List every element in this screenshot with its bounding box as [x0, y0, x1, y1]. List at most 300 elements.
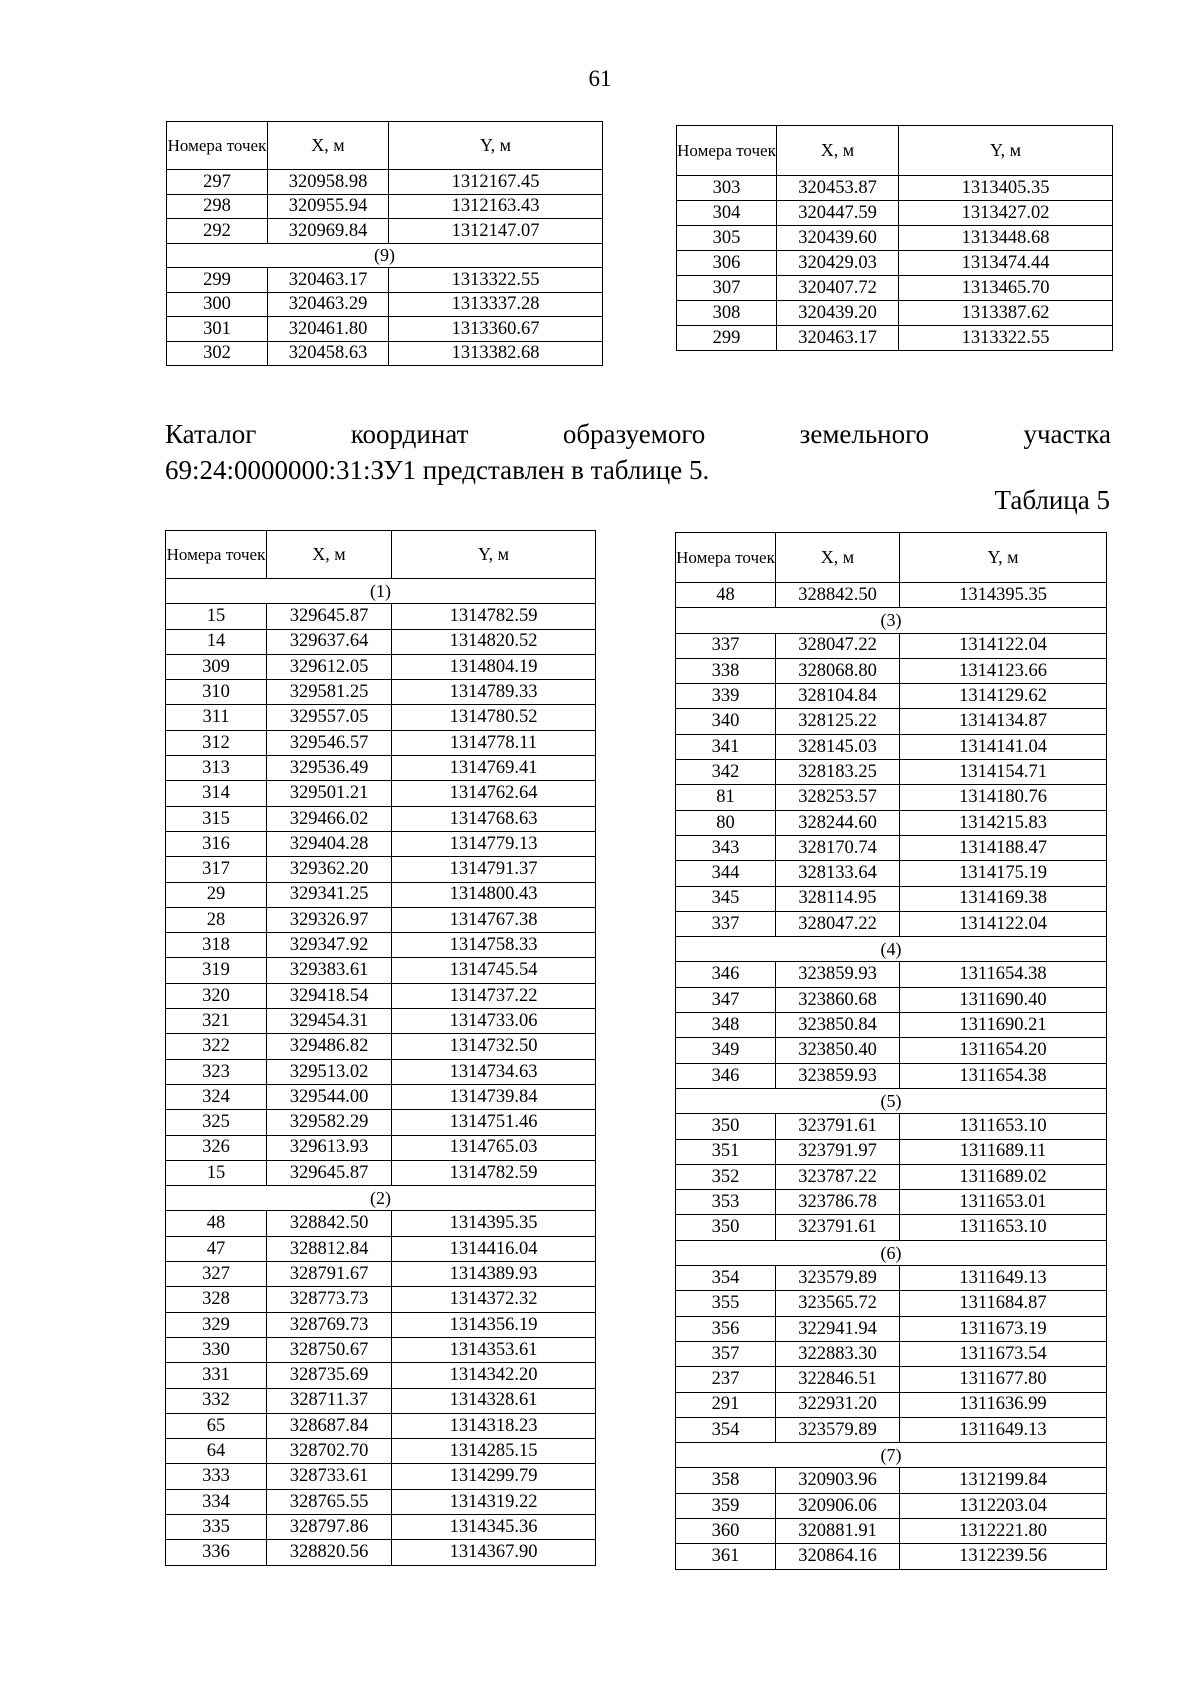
point-number-cell: 324 [166, 1084, 267, 1109]
x-coordinate-cell: 328842.50 [776, 583, 900, 608]
table5-left [165, 530, 596, 1566]
table-row [166, 1540, 596, 1565]
x-coordinate-cell: 323786.78 [776, 1190, 900, 1215]
point-number-cell: 353 [676, 1190, 776, 1215]
x-coordinate-cell: 323859.93 [776, 962, 900, 987]
table-row [676, 1417, 1107, 1442]
x-coordinate-cell: 328687.84 [267, 1413, 392, 1438]
y-coordinate-cell: 1311690.40 [900, 987, 1107, 1012]
point-number-cell: 312 [166, 730, 267, 755]
table-row [676, 709, 1107, 734]
point-number-cell: 361 [676, 1544, 776, 1569]
point-number-cell: 355 [676, 1291, 776, 1316]
y-coordinate-cell: 1314299.79 [392, 1464, 596, 1489]
point-number-cell: 339 [676, 684, 776, 709]
y-coordinate-cell: 1313405.35 [899, 176, 1113, 201]
point-number-cell: 337 [676, 633, 776, 658]
y-coordinate-cell: 1313322.55 [389, 268, 603, 293]
contour-group-row [676, 1443, 1107, 1468]
y-coordinate-cell: 1314745.54 [392, 958, 596, 983]
point-number-cell: 48 [166, 1211, 267, 1236]
point-number-cell: 338 [676, 658, 776, 683]
point-number-cell: 308 [677, 301, 777, 326]
column-header-point-numbers: Номера точек [166, 531, 267, 579]
column-header-point-numbers: Номера точек [677, 126, 777, 176]
table-row [676, 835, 1107, 860]
y-coordinate-cell: 1312203.04 [900, 1493, 1107, 1518]
x-coordinate-cell: 320407.72 [777, 276, 899, 301]
point-number-cell: 15 [166, 1160, 267, 1185]
point-number-cell: 47 [166, 1236, 267, 1261]
table-row [166, 680, 596, 705]
point-number-cell: 299 [167, 268, 268, 293]
point-number-cell: 334 [166, 1489, 267, 1514]
point-number-cell: 319 [166, 958, 267, 983]
x-coordinate-cell: 323579.89 [776, 1417, 900, 1442]
y-coordinate-cell: 1314395.35 [900, 583, 1107, 608]
point-number-cell: 299 [677, 326, 777, 351]
table-row [167, 341, 603, 366]
contour-label: (3) [676, 608, 1107, 633]
x-coordinate-cell: 329637.64 [267, 629, 392, 654]
column-header-x: X, м [776, 533, 900, 583]
point-number-cell: 349 [676, 1038, 776, 1063]
table-row [676, 658, 1107, 683]
paragraph-word: Каталог [165, 419, 257, 449]
point-number-cell: 65 [166, 1413, 267, 1438]
point-number-cell: 237 [676, 1367, 776, 1392]
point-number-cell: 291 [676, 1392, 776, 1417]
x-coordinate-cell: 323850.84 [776, 1013, 900, 1038]
point-number-cell: 326 [166, 1135, 267, 1160]
table-row [166, 1514, 596, 1539]
x-coordinate-cell: 329513.02 [267, 1059, 392, 1084]
coordinates-table-top-left [166, 121, 603, 366]
x-coordinate-cell: 328253.57 [776, 785, 900, 810]
x-coordinate-cell: 320429.03 [777, 251, 899, 276]
x-coordinate-cell: 328047.22 [776, 633, 900, 658]
x-coordinate-cell: 328711.37 [267, 1388, 392, 1413]
table-row [166, 1312, 596, 1337]
y-coordinate-cell: 1311677.80 [900, 1367, 1107, 1392]
table-row [676, 810, 1107, 835]
x-coordinate-cell: 322941.94 [776, 1316, 900, 1341]
y-coordinate-cell: 1314395.35 [392, 1211, 596, 1236]
x-coordinate-cell: 328047.22 [776, 911, 900, 936]
y-coordinate-cell: 1314804.19 [392, 654, 596, 679]
y-coordinate-cell: 1314389.93 [392, 1262, 596, 1287]
y-coordinate-cell: 1314356.19 [392, 1312, 596, 1337]
y-coordinate-cell: 1314762.64 [392, 781, 596, 806]
point-number-cell: 15 [166, 604, 267, 629]
x-coordinate-cell: 329404.28 [267, 831, 392, 856]
x-coordinate-cell: 320463.17 [268, 268, 389, 293]
contour-group-row [166, 579, 596, 604]
y-coordinate-cell: 1314319.22 [392, 1489, 596, 1514]
table-row [166, 1413, 596, 1438]
point-number-cell: 301 [167, 317, 268, 342]
x-coordinate-cell: 323565.72 [776, 1291, 900, 1316]
table-row [167, 170, 603, 195]
y-coordinate-cell: 1314734.63 [392, 1059, 596, 1084]
table-row [166, 781, 596, 806]
contour-group-row [167, 243, 603, 268]
contour-label: (2) [166, 1186, 596, 1211]
x-coordinate-cell: 320463.29 [268, 292, 389, 317]
point-number-cell: 303 [677, 176, 777, 201]
point-number-cell: 292 [167, 219, 268, 244]
point-number-cell: 354 [676, 1417, 776, 1442]
table-row [166, 1337, 596, 1362]
paragraph-word: земельного [799, 419, 930, 449]
y-coordinate-cell: 1313337.28 [389, 292, 603, 317]
y-coordinate-cell: 1314372.32 [392, 1287, 596, 1312]
x-coordinate-cell: 323791.61 [776, 1114, 900, 1139]
y-coordinate-cell: 1311654.38 [900, 1063, 1107, 1088]
y-coordinate-cell: 1314188.47 [900, 835, 1107, 860]
x-coordinate-cell: 329613.93 [267, 1135, 392, 1160]
page-number: 61 [588, 66, 612, 91]
point-number-cell: 307 [677, 276, 777, 301]
table-row [676, 1544, 1107, 1569]
point-number-cell: 323 [166, 1059, 267, 1084]
x-coordinate-cell: 323791.97 [776, 1139, 900, 1164]
table-row [676, 1139, 1107, 1164]
table-header-row [676, 533, 1107, 583]
column-header-x: X, м [267, 531, 392, 579]
x-coordinate-cell: 322846.51 [776, 1367, 900, 1392]
y-coordinate-cell: 1314800.43 [392, 882, 596, 907]
table-row [166, 933, 596, 958]
y-coordinate-cell: 1314758.33 [392, 933, 596, 958]
x-coordinate-cell: 320458.63 [268, 341, 389, 366]
x-coordinate-cell: 328183.25 [776, 760, 900, 785]
column-header-x: X, м [268, 122, 389, 170]
point-number-cell: 337 [676, 911, 776, 936]
x-coordinate-cell: 320461.80 [268, 317, 389, 342]
contour-group-row [676, 608, 1107, 633]
x-coordinate-cell: 320903.96 [776, 1468, 900, 1493]
table-header-row [677, 126, 1113, 176]
x-coordinate-cell: 322931.20 [776, 1392, 900, 1417]
y-coordinate-cell: 1314732.50 [392, 1034, 596, 1059]
table-row [166, 831, 596, 856]
table-row [676, 911, 1107, 936]
table-row [676, 1038, 1107, 1063]
table-row [166, 1439, 596, 1464]
y-coordinate-cell: 1311653.10 [900, 1114, 1107, 1139]
x-coordinate-cell: 320969.84 [268, 219, 389, 244]
x-coordinate-cell: 320881.91 [776, 1518, 900, 1543]
point-number-cell: 330 [166, 1337, 267, 1362]
table-row [166, 1059, 596, 1084]
table-row [676, 987, 1107, 1012]
y-coordinate-cell: 1313387.62 [899, 301, 1113, 326]
x-coordinate-cell: 329645.87 [267, 1160, 392, 1185]
y-coordinate-cell: 1311649.13 [900, 1266, 1107, 1291]
y-coordinate-cell: 1314791.37 [392, 857, 596, 882]
table-row [676, 962, 1107, 987]
table-row [166, 1236, 596, 1261]
y-coordinate-cell: 1314175.19 [900, 861, 1107, 886]
point-number-cell: 316 [166, 831, 267, 856]
x-coordinate-cell: 329501.21 [267, 781, 392, 806]
x-coordinate-cell: 328812.84 [267, 1236, 392, 1261]
contour-label: (6) [676, 1240, 1107, 1265]
point-number-cell: 313 [166, 756, 267, 781]
table-row [166, 1262, 596, 1287]
table-row [167, 268, 603, 293]
table-row [166, 604, 596, 629]
table-row [676, 886, 1107, 911]
table-row [167, 194, 603, 219]
point-number-cell: 358 [676, 1468, 776, 1493]
y-coordinate-cell: 1311654.38 [900, 962, 1107, 987]
x-coordinate-cell: 329582.29 [267, 1110, 392, 1135]
x-coordinate-cell: 329612.05 [267, 654, 392, 679]
column-header-y: Y, м [392, 531, 596, 579]
point-number-cell: 314 [166, 781, 267, 806]
table-row [166, 958, 596, 983]
table-row [676, 1468, 1107, 1493]
y-coordinate-cell: 1311689.02 [900, 1164, 1107, 1189]
table-row [677, 201, 1113, 226]
table-row [677, 176, 1113, 201]
table-row [677, 326, 1113, 351]
x-coordinate-cell: 328125.22 [776, 709, 900, 734]
contour-group-row [676, 937, 1107, 962]
point-number-cell: 328 [166, 1287, 267, 1312]
table-row [676, 734, 1107, 759]
point-number-cell: 80 [676, 810, 776, 835]
y-coordinate-cell: 1314285.15 [392, 1439, 596, 1464]
table-row [166, 1034, 596, 1059]
table-row [676, 1367, 1107, 1392]
table-row [676, 760, 1107, 785]
point-number-cell: 346 [676, 962, 776, 987]
x-coordinate-cell: 329418.54 [267, 983, 392, 1008]
contour-group-row [166, 1186, 596, 1211]
table-row [166, 1135, 596, 1160]
y-coordinate-cell: 1314765.03 [392, 1135, 596, 1160]
point-number-cell: 305 [677, 226, 777, 251]
y-coordinate-cell: 1314180.76 [900, 785, 1107, 810]
point-number-cell: 327 [166, 1262, 267, 1287]
table-row [677, 226, 1113, 251]
x-coordinate-cell: 329645.87 [267, 604, 392, 629]
table-row [676, 1164, 1107, 1189]
point-number-cell: 325 [166, 1110, 267, 1135]
x-coordinate-cell: 328842.50 [267, 1211, 392, 1236]
y-coordinate-cell: 1313427.02 [899, 201, 1113, 226]
y-coordinate-cell: 1314154.71 [900, 760, 1107, 785]
point-number-cell: 356 [676, 1316, 776, 1341]
x-coordinate-cell: 320955.94 [268, 194, 389, 219]
y-coordinate-cell: 1314789.33 [392, 680, 596, 705]
point-number-cell: 297 [167, 170, 268, 195]
x-coordinate-cell: 328765.55 [267, 1489, 392, 1514]
table-row [167, 317, 603, 342]
table-row [676, 583, 1107, 608]
table-row [166, 730, 596, 755]
y-coordinate-cell: 1312147.07 [389, 219, 603, 244]
y-coordinate-cell: 1314779.13 [392, 831, 596, 856]
table-caption: Таблица 5 [994, 485, 1110, 515]
y-coordinate-cell: 1311653.01 [900, 1190, 1107, 1215]
y-coordinate-cell: 1314215.83 [900, 810, 1107, 835]
paragraph-word: образуемого [562, 419, 706, 449]
column-header-point-numbers: Номера точек [167, 122, 268, 170]
x-coordinate-cell: 329581.25 [267, 680, 392, 705]
x-coordinate-cell: 328750.67 [267, 1337, 392, 1362]
point-number-cell: 64 [166, 1439, 267, 1464]
point-number-cell: 311 [166, 705, 267, 730]
point-number-cell: 341 [676, 734, 776, 759]
contour-label: (1) [166, 579, 596, 604]
table-row [676, 1392, 1107, 1417]
y-coordinate-cell: 1314122.04 [900, 911, 1107, 936]
point-number-cell: 335 [166, 1514, 267, 1539]
table-row [676, 1114, 1107, 1139]
point-number-cell: 342 [676, 760, 776, 785]
x-coordinate-cell: 328145.03 [776, 734, 900, 759]
y-coordinate-cell: 1314129.62 [900, 684, 1107, 709]
y-coordinate-cell: 1314318.23 [392, 1413, 596, 1438]
x-coordinate-cell: 329454.31 [267, 1009, 392, 1034]
table-row [166, 882, 596, 907]
point-number-cell: 322 [166, 1034, 267, 1059]
x-coordinate-cell: 329347.92 [267, 933, 392, 958]
table-row [676, 633, 1107, 658]
x-coordinate-cell: 320447.59 [777, 201, 899, 226]
x-coordinate-cell: 328133.64 [776, 861, 900, 886]
x-coordinate-cell: 328773.73 [267, 1287, 392, 1312]
point-number-cell: 354 [676, 1266, 776, 1291]
y-coordinate-cell: 1314782.59 [392, 604, 596, 629]
paragraph-line-1 [165, 416, 1111, 452]
table-row [676, 785, 1107, 810]
x-coordinate-cell: 329362.20 [267, 857, 392, 882]
table-row [167, 219, 603, 244]
x-coordinate-cell: 323850.40 [776, 1038, 900, 1063]
table-row [166, 907, 596, 932]
x-coordinate-cell: 329486.82 [267, 1034, 392, 1059]
point-number-cell: 344 [676, 861, 776, 886]
point-number-cell: 352 [676, 1164, 776, 1189]
x-coordinate-cell: 323791.61 [776, 1215, 900, 1240]
table-row [676, 1266, 1107, 1291]
point-number-cell: 48 [676, 583, 776, 608]
y-coordinate-cell: 1314345.36 [392, 1514, 596, 1539]
x-coordinate-cell: 328733.61 [267, 1464, 392, 1489]
table-row [677, 276, 1113, 301]
x-coordinate-cell: 329557.05 [267, 705, 392, 730]
x-coordinate-cell: 320439.60 [777, 226, 899, 251]
point-number-cell: 310 [166, 680, 267, 705]
table-row [166, 705, 596, 730]
table-row [166, 1287, 596, 1312]
point-number-cell: 331 [166, 1363, 267, 1388]
y-coordinate-cell: 1314782.59 [392, 1160, 596, 1185]
y-coordinate-cell: 1311654.20 [900, 1038, 1107, 1063]
x-coordinate-cell: 329341.25 [267, 882, 392, 907]
point-number-cell: 345 [676, 886, 776, 911]
coordinates-table-top-right [676, 125, 1113, 351]
catalog-paragraph [165, 416, 1111, 488]
x-coordinate-cell: 320463.17 [777, 326, 899, 351]
y-coordinate-cell: 1314123.66 [900, 658, 1107, 683]
table-row [166, 857, 596, 882]
y-coordinate-cell: 1314778.11 [392, 730, 596, 755]
point-number-cell: 350 [676, 1114, 776, 1139]
table-row [676, 1190, 1107, 1215]
table-row [676, 1215, 1107, 1240]
y-coordinate-cell: 1313382.68 [389, 341, 603, 366]
x-coordinate-cell: 320958.98 [268, 170, 389, 195]
x-coordinate-cell: 329383.61 [267, 958, 392, 983]
y-coordinate-cell: 1314122.04 [900, 633, 1107, 658]
y-coordinate-cell: 1311636.99 [900, 1392, 1107, 1417]
point-number-cell: 14 [166, 629, 267, 654]
table-header-row [166, 531, 596, 579]
point-number-cell: 336 [166, 1540, 267, 1565]
paragraph-line-2: 69:24:0000000:31:ЗУ1 представлен в таблице 5. [165, 455, 710, 485]
table-row [676, 1341, 1107, 1366]
point-number-cell: 309 [166, 654, 267, 679]
point-number-cell: 329 [166, 1312, 267, 1337]
x-coordinate-cell: 329326.97 [267, 907, 392, 932]
point-number-cell: 343 [676, 835, 776, 860]
column-header-x: X, м [777, 126, 899, 176]
point-number-cell: 317 [166, 857, 267, 882]
y-coordinate-cell: 1311649.13 [900, 1417, 1107, 1442]
table-row [676, 1013, 1107, 1038]
x-coordinate-cell: 323579.89 [776, 1266, 900, 1291]
x-coordinate-cell: 328702.70 [267, 1439, 392, 1464]
x-coordinate-cell: 328791.67 [267, 1262, 392, 1287]
point-number-cell: 304 [677, 201, 777, 226]
point-number-cell: 306 [677, 251, 777, 276]
table-row [166, 1110, 596, 1135]
point-number-cell: 318 [166, 933, 267, 958]
contour-label: (7) [676, 1443, 1107, 1468]
y-coordinate-cell: 1314767.38 [392, 907, 596, 932]
y-coordinate-cell: 1312199.84 [900, 1468, 1107, 1493]
y-coordinate-cell: 1314342.20 [392, 1363, 596, 1388]
table-header-row [167, 122, 603, 170]
y-coordinate-cell: 1311690.21 [900, 1013, 1107, 1038]
y-coordinate-cell: 1314820.52 [392, 629, 596, 654]
x-coordinate-cell: 328170.74 [776, 835, 900, 860]
contour-label: (5) [676, 1088, 1107, 1113]
table-row [166, 1009, 596, 1034]
y-coordinate-cell: 1312167.45 [389, 170, 603, 195]
point-number-cell: 298 [167, 194, 268, 219]
y-coordinate-cell: 1314769.41 [392, 756, 596, 781]
y-coordinate-cell: 1314416.04 [392, 1236, 596, 1261]
x-coordinate-cell: 323860.68 [776, 987, 900, 1012]
table-row [676, 1063, 1107, 1088]
contour-group-row [676, 1088, 1107, 1113]
y-coordinate-cell: 1311673.19 [900, 1316, 1107, 1341]
y-coordinate-cell: 1312239.56 [900, 1544, 1107, 1569]
table-row [677, 301, 1113, 326]
x-coordinate-cell: 328104.84 [776, 684, 900, 709]
point-number-cell: 347 [676, 987, 776, 1012]
y-coordinate-cell: 1314733.06 [392, 1009, 596, 1034]
x-coordinate-cell: 328797.86 [267, 1514, 392, 1539]
x-coordinate-cell: 328735.69 [267, 1363, 392, 1388]
